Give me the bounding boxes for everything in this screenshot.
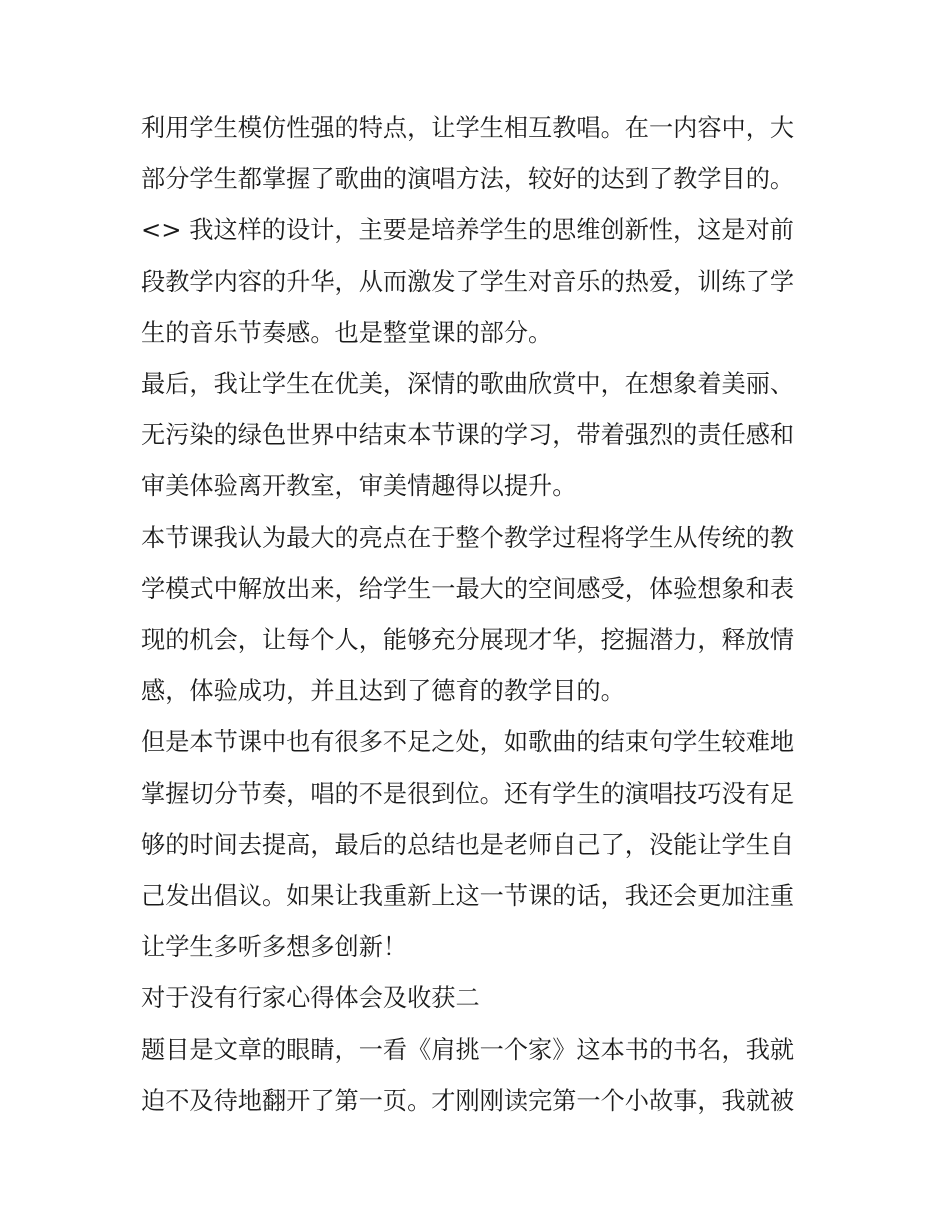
text-line: 让学生多听多想多创新！	[141, 933, 408, 962]
text-line: 感，体验成功，并且达到了德育的教学目的。	[141, 677, 625, 706]
text-line: 利用学生模仿性强的特点，让学生相互教唱。在一内容中，大	[141, 114, 795, 142]
text-line: 本节课我认为最大的亮点在于整个教学过程将学生从传统的教	[141, 523, 795, 552]
text-line: 部分学生都掌握了歌曲的演唱方法，较好的达到了教学目的。	[141, 165, 795, 194]
text-line: 审美体验离开教室，审美情趣得以提升。	[141, 472, 577, 501]
text-line: 够的时间去提高，最后的总结也是老师自己了，没能让学生自	[141, 830, 795, 859]
document-body	[141, 103, 813, 1127]
text-line: 但是本节课中也有很多不足之处，如歌曲的结束句学生较难地	[141, 728, 795, 757]
section-heading: 对于没有行家心得体会及收获二	[141, 984, 480, 1013]
text-line: 无污染的绿色世界中结束本节课的学习，带着强烈的责任感和	[141, 421, 795, 450]
text-line: 己发出倡议。如果让我重新上这一节课的话，我还会更加注重	[141, 882, 795, 911]
text-line: 掌握切分节奏，唱的不是很到位。还有学生的演唱技巧没有足	[141, 779, 795, 808]
text-line: 最后，我让学生在优美，深情的歌曲欣赏中，在想象着美丽、	[141, 370, 795, 399]
text-line: 迫不及待地翻开了第一页。才刚刚读完第一个小故事，我就被	[141, 1086, 795, 1115]
text-line: 生的音乐节奏感。也是整堂课的部分。	[141, 318, 553, 347]
text-line: 题目是文章的眼睛，一看《肩挑一个家》这本书的书名，我就	[141, 1035, 795, 1064]
text-line: 段教学内容的升华，从而激发了学生对音乐的热爱，训练了学	[141, 267, 795, 296]
text-line: <> 我这样的设计，主要是培养学生的思维创新性，这是对前	[141, 216, 794, 245]
text-line: 现的机会，让每个人，能够充分展现才华，挖掘潜力，释放情	[141, 626, 795, 655]
text-line: 学模式中解放出来，给学生一最大的空间感受，体验想象和表	[141, 574, 795, 603]
